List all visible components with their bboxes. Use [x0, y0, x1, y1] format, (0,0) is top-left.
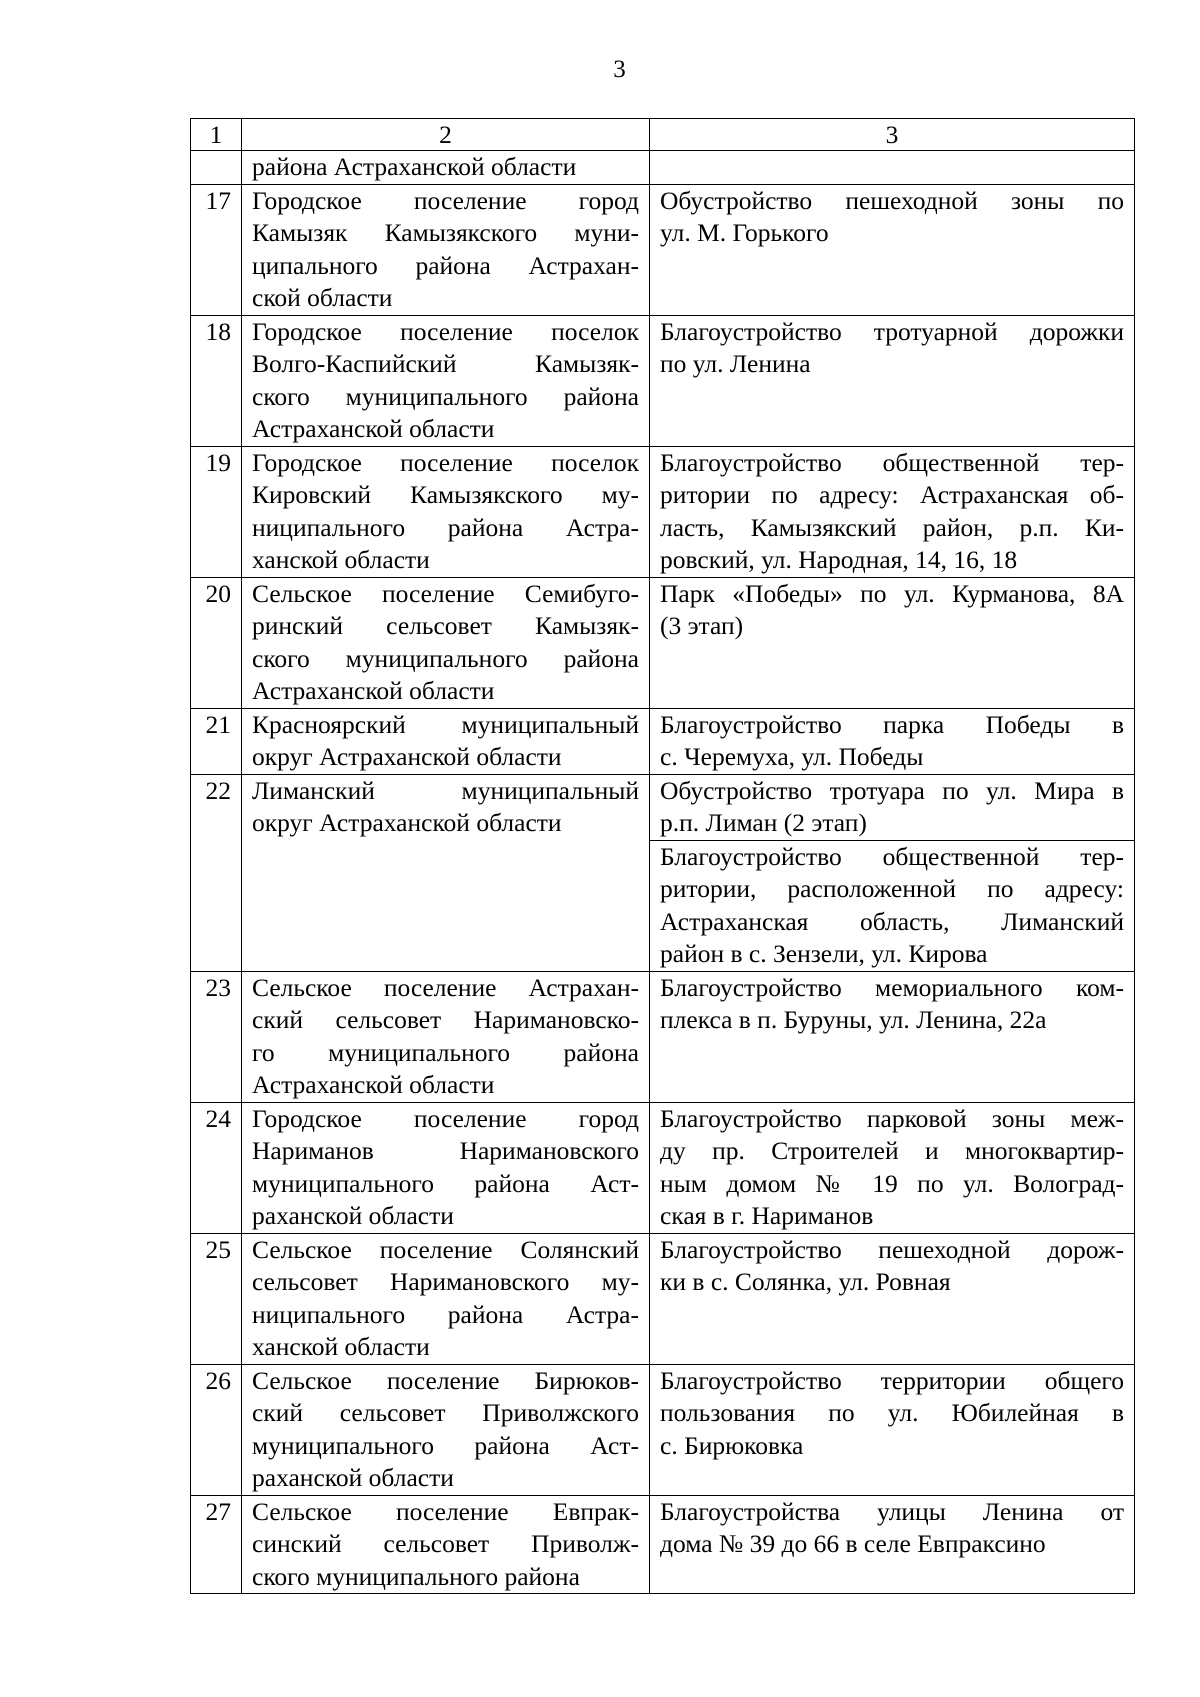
text-line: Волго-Каспийский Камызяк- [252, 349, 639, 378]
row-number: 23 [191, 971, 242, 1102]
text-line: Обустройство пешеходной зоны по [660, 185, 1124, 215]
project-object [650, 315, 1135, 446]
text-line: округ Астраханской области [252, 742, 562, 771]
text-line: Городское поселение город [252, 1103, 639, 1133]
table-row [191, 577, 1135, 708]
header-col-3: 3 [650, 119, 1135, 151]
row-number: 18 [191, 315, 242, 446]
text-line: Городское поселение поселок [252, 447, 639, 477]
text-line: Сельское поселение Астрахан- [252, 972, 639, 1002]
text-line: ского муниципального района [252, 643, 639, 673]
text-line: Кировский Камызякского му- [252, 480, 639, 509]
text-line: ского муниципального района [252, 1561, 580, 1591]
text-line: Лиманский муниципальный [252, 775, 639, 805]
text-line: муниципального района Аст- [252, 1168, 639, 1198]
text-line: район в с. Зензели, ул. Кирова [660, 939, 988, 968]
municipality-name [242, 774, 650, 971]
row-number: 17 [191, 184, 242, 315]
text-line: Сельское поселение Солянский [252, 1234, 639, 1264]
text-line: ханской области [252, 1332, 430, 1361]
municipality-name [242, 151, 650, 185]
project-object [650, 774, 1135, 840]
text-line: Астраханской области [252, 1070, 495, 1099]
row-number: 21 [191, 708, 242, 774]
table-row [191, 1364, 1135, 1495]
text-line: плекса в п. Буруны, ул. Ленина, 22а [660, 1005, 1047, 1034]
text-line: ниципального района Астра- [252, 512, 639, 542]
text-line: с. Бирюковка [660, 1430, 804, 1460]
row-number [191, 151, 242, 185]
text-line: ровский, ул. Народная, 14, 16, 18 [660, 545, 1018, 574]
table-body [191, 119, 1135, 1594]
table-row [191, 971, 1135, 1102]
text-line: раханской области [252, 1201, 454, 1230]
project-object [650, 971, 1135, 1102]
text-line: Сельское поселение Бирюков- [252, 1365, 639, 1395]
text-line: ской области [252, 283, 393, 312]
text-line: Благоустройство общественной тер- [660, 841, 1124, 871]
text-line: ского муниципального района [252, 381, 639, 411]
project-object [650, 446, 1135, 577]
text-line: по ул. Ленина [660, 349, 811, 378]
table-row [191, 1495, 1135, 1594]
text-line: ул. М. Горького [660, 218, 829, 247]
table-row [191, 1102, 1135, 1233]
project-object [650, 577, 1135, 708]
table-row [191, 1233, 1135, 1364]
text-line: ская в г. Нариманов [660, 1201, 874, 1230]
text-line: ципального района Астрахан- [252, 250, 639, 280]
municipality-name [242, 1495, 650, 1594]
municipal-projects-table [190, 118, 1135, 1594]
text-line: Астраханская область, Лиманский [660, 906, 1124, 936]
project-object [650, 1364, 1135, 1495]
text-line: дома № 39 до 66 в селе Евпраксино [660, 1529, 1046, 1558]
project-object [650, 1495, 1135, 1594]
text-line: ритории по адресу: Астраханская об- [660, 480, 1124, 509]
text-line: ласть, Камызякский район, р.п. Ки- [660, 512, 1124, 542]
table-row [191, 315, 1135, 446]
row-number: 27 [191, 1495, 242, 1594]
text-line: раханской области [252, 1463, 454, 1492]
text-line: Благоустройство территории общего [660, 1365, 1124, 1395]
text-line: Красноярский муниципальный [252, 709, 639, 739]
municipality-name [242, 1102, 650, 1233]
text-line: Городское поселение город [252, 185, 639, 215]
text-line: го муниципального района [252, 1037, 639, 1067]
text-line: Благоустройство парковой зоны меж- [660, 1103, 1124, 1133]
text-line: Сельское поселение Евпрак- [252, 1496, 639, 1526]
text-line: ду пр. Строителей и многоквартир- [660, 1136, 1124, 1165]
text-line: пользования по ул. Юбилейная в [660, 1398, 1124, 1427]
municipality-name [242, 971, 650, 1102]
page-number: 3 [613, 56, 626, 83]
text-line: ки в с. Солянка, ул. Ровная [660, 1267, 951, 1296]
table-row [191, 774, 1135, 840]
text-line: Благоустройство общественной тер- [660, 447, 1124, 477]
municipality-name [242, 1233, 650, 1364]
municipality-name [242, 1364, 650, 1495]
text-line: Сельское поселение Семибуго- [252, 578, 639, 608]
continuation-row [191, 151, 1135, 185]
text-line: ным домом № 19 по ул. Волоград- [660, 1168, 1124, 1198]
text-line: Благоустройство пешеходной дорож- [660, 1234, 1124, 1264]
text-line: ринский сельсовет Камызяк- [252, 611, 639, 640]
row-number: 22 [191, 774, 242, 971]
table-row [191, 708, 1135, 774]
text-line: ский сельсовет Наримановско- [252, 1005, 639, 1034]
text-line: Нариманов Наримановского [252, 1136, 639, 1165]
project-object [650, 151, 1135, 185]
row-number: 19 [191, 446, 242, 577]
header-col-2: 2 [242, 119, 650, 151]
project-object [650, 708, 1135, 774]
table-row [191, 446, 1135, 577]
text-line: Астраханской области [252, 676, 495, 705]
text-line: р.п. Лиман (2 этап) [660, 808, 867, 837]
text-line: Городское поселение поселок [252, 316, 639, 346]
header-col-1: 1 [191, 119, 242, 151]
text-line: Астраханской области [252, 414, 495, 443]
municipality-name [242, 184, 650, 315]
project-object [650, 184, 1135, 315]
row-number: 20 [191, 577, 242, 708]
text-line: Благоустройство мемориального ком- [660, 972, 1124, 1002]
row-number: 24 [191, 1102, 242, 1233]
text-line: ниципального района Астра- [252, 1299, 639, 1329]
header-row [191, 119, 1135, 151]
row-number: 26 [191, 1364, 242, 1495]
text-line: ханской области [252, 545, 430, 574]
text-line: района Астраханской области [252, 152, 577, 181]
text-line: округ Астраханской области [252, 808, 562, 837]
text-line: Благоустройство тротуарной дорожки [660, 316, 1124, 346]
text-line: муниципального района Аст- [252, 1430, 639, 1460]
project-object [650, 840, 1135, 971]
text-line: Благоустройство парка Победы в [660, 709, 1124, 739]
text-line: синский сельсовет Приволж- [252, 1529, 639, 1558]
row-number: 25 [191, 1233, 242, 1364]
text-line: Благоустройства улицы Ленина от [660, 1496, 1124, 1526]
table-row [191, 184, 1135, 315]
text-line: ский сельсовет Приволжского [252, 1398, 639, 1427]
project-object [650, 1233, 1135, 1364]
municipality-name [242, 708, 650, 774]
text-line: Камызяк Камызякского муни- [252, 218, 639, 247]
text-line: Парк «Победы» по ул. Курманова, 8А [660, 578, 1124, 608]
text-line: (3 этап) [660, 611, 744, 640]
text-line: сельсовет Наримановского му- [252, 1267, 639, 1296]
municipality-name [242, 315, 650, 446]
municipality-name [242, 577, 650, 708]
text-line: с. Черемуха, ул. Победы [660, 742, 924, 771]
text-line: Обустройство тротуара по ул. Мира в [660, 775, 1124, 805]
text-line: ритории, расположенной по адресу: [660, 874, 1124, 903]
project-object [650, 1102, 1135, 1233]
municipality-name [242, 446, 650, 577]
